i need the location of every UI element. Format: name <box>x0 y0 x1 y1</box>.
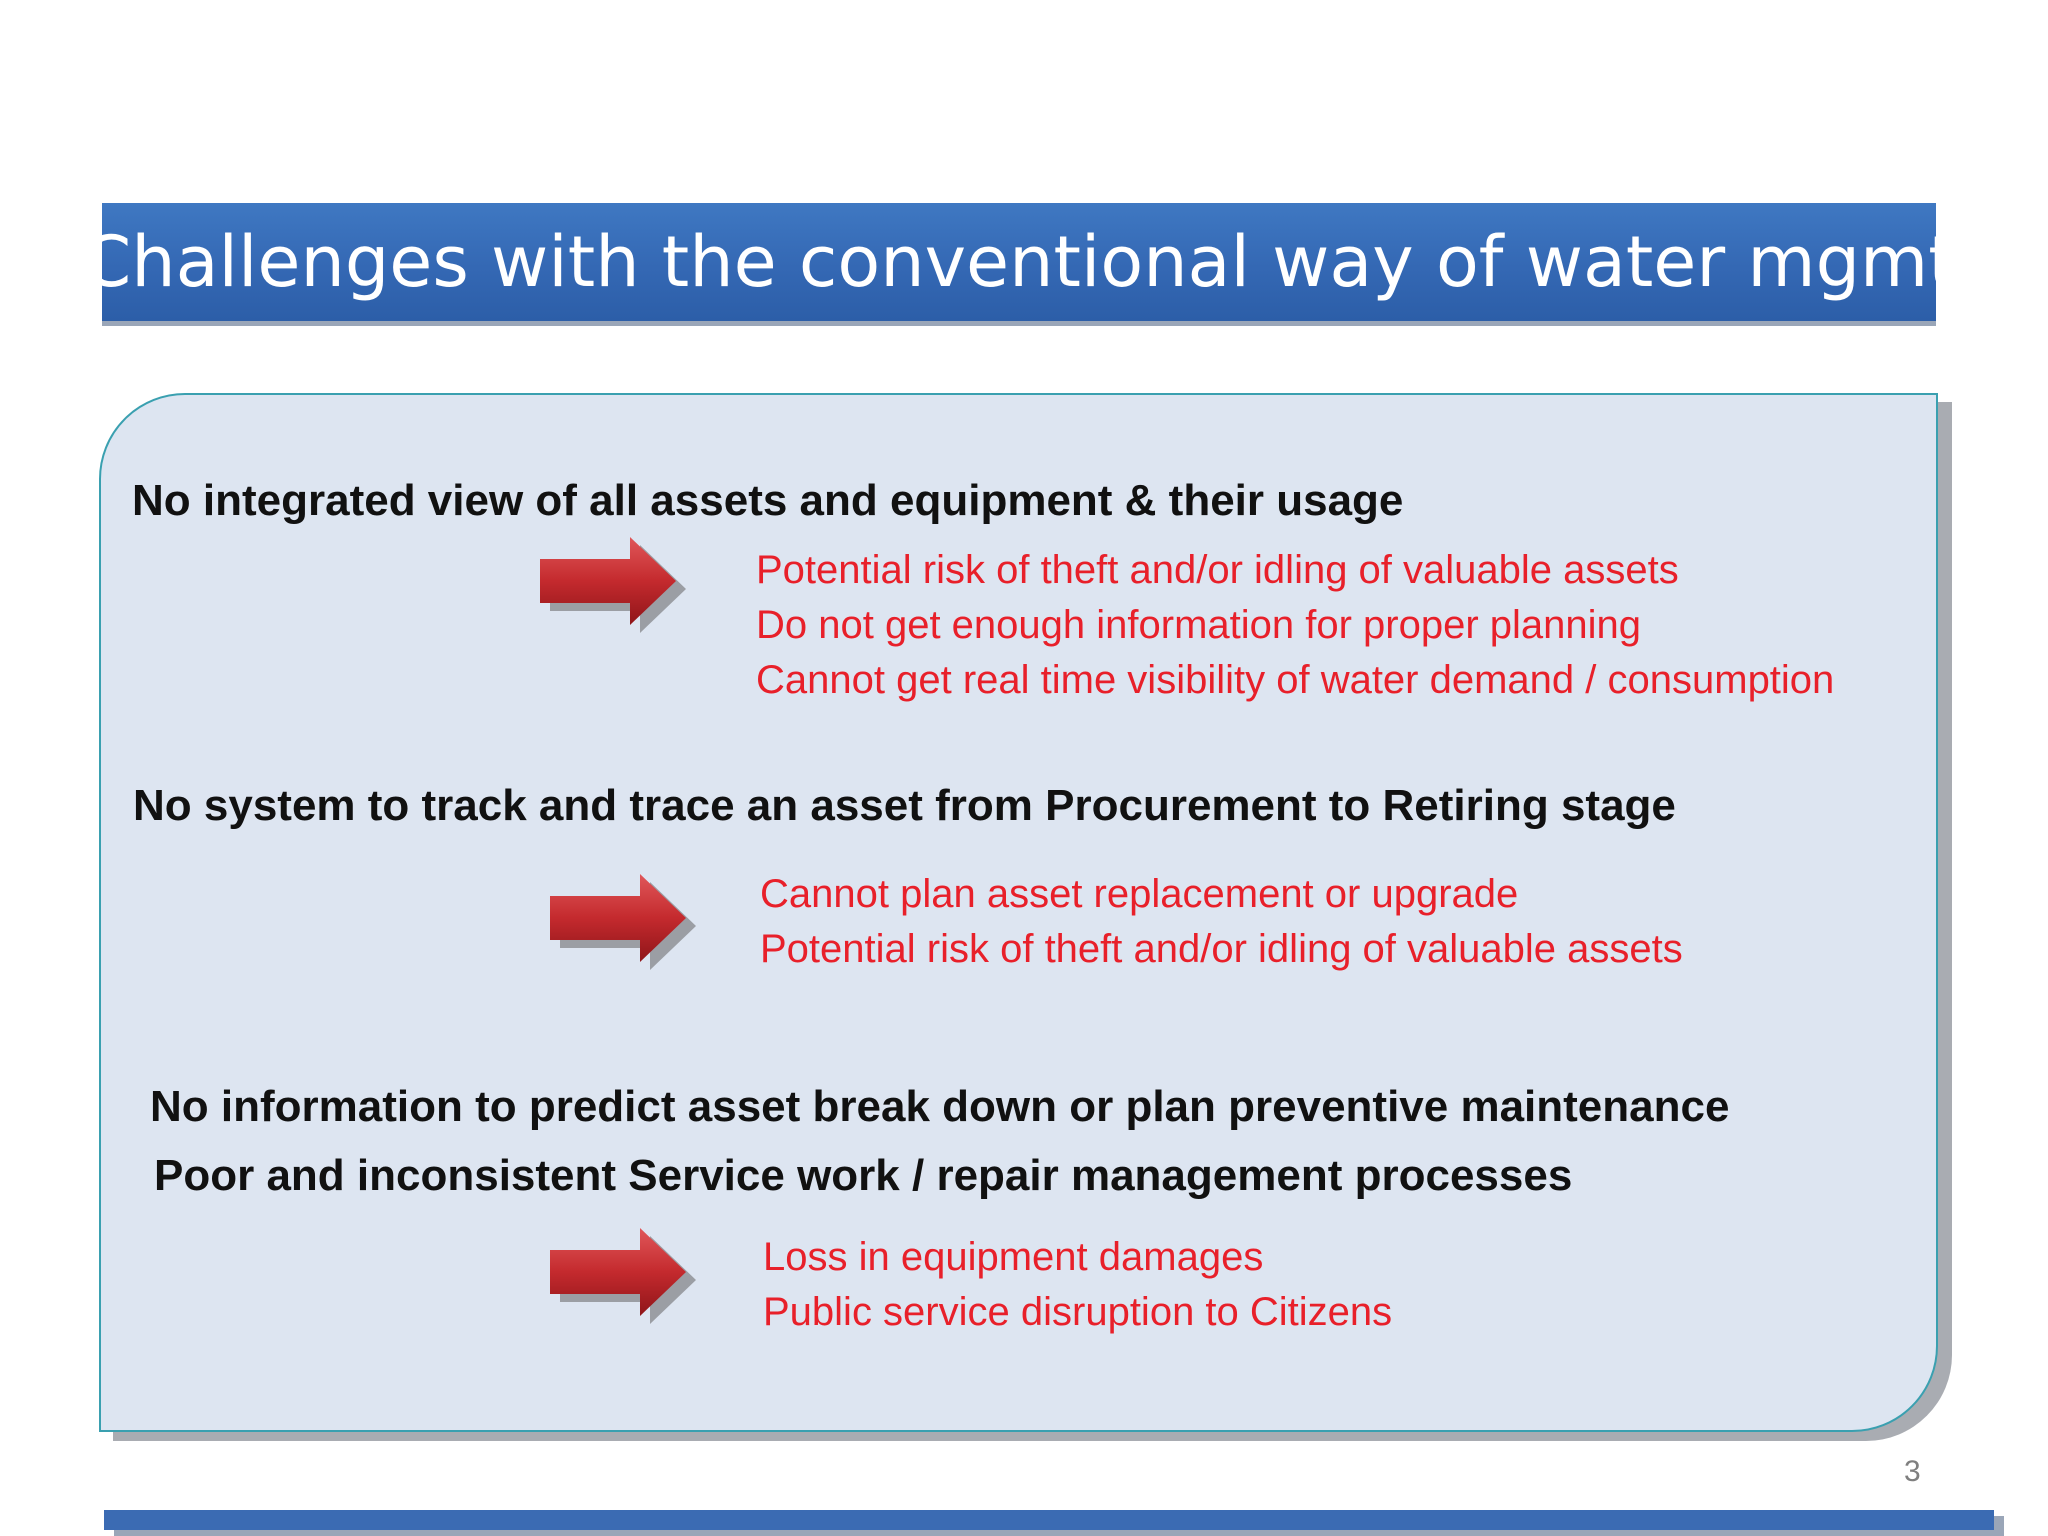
section-3-heading-1: No information to predict asset break down or plan preventive maintenance <box>150 1082 1730 1131</box>
impact-item: Cannot get real time visibility of water demand / consumption <box>756 658 1835 702</box>
impact-item: Potential risk of theft and/or idling of valuable assets <box>756 548 1679 592</box>
impact-item: Cannot plan asset replacement or upgrade <box>760 872 1519 916</box>
impact-item: Potential risk of theft and/or idling of valuable assets <box>760 927 1683 971</box>
page-number: 3 <box>1904 1455 1921 1488</box>
section-1-impacts <box>756 543 1834 708</box>
slide-title: Challenges with the conventional way of water mgmt <box>82 221 1956 303</box>
right-arrow-icon <box>546 874 696 970</box>
section-3-heading-2: Poor and inconsistent Service work / repair management processes <box>154 1151 1573 1200</box>
footer-bar <box>104 1510 1994 1530</box>
title-bar <box>82 203 1956 321</box>
section-3-impacts <box>763 1230 1392 1340</box>
right-arrow-icon <box>536 537 686 633</box>
section-2-heading: No system to track and trace an asset from Procurement to Retiring stage <box>133 781 1676 830</box>
right-arrow-icon <box>546 1228 696 1324</box>
impact-item: Do not get enough information for proper planning <box>756 603 1642 647</box>
section-2-impacts <box>760 867 1683 977</box>
impact-item: Loss in equipment damages <box>763 1235 1264 1279</box>
section-1-heading: No integrated view of all assets and equipment & their usage <box>132 476 1404 525</box>
impact-item: Public service disruption to Citizens <box>763 1290 1393 1334</box>
